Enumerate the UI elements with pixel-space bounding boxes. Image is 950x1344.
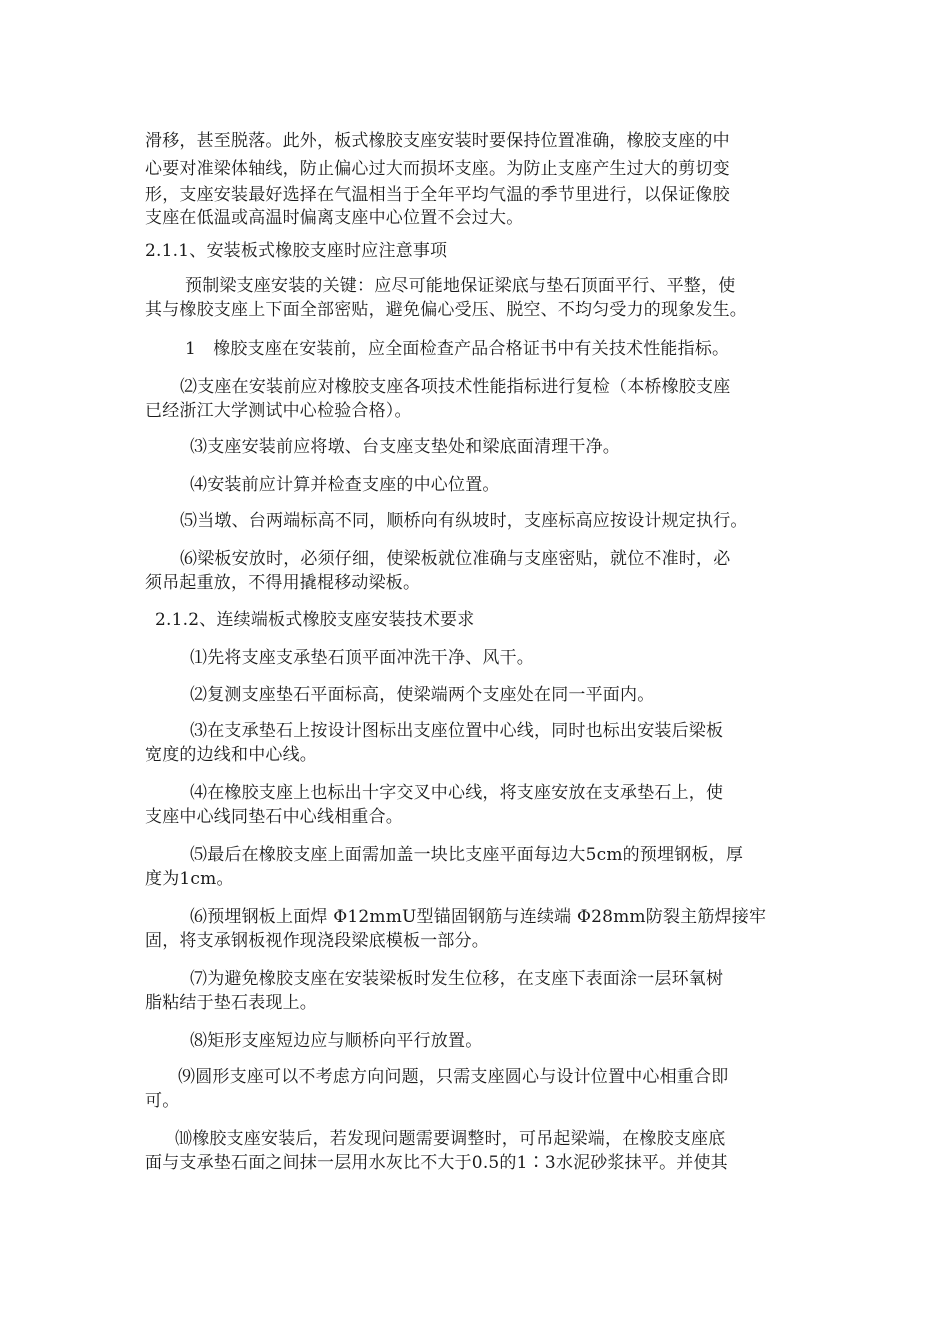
list-item-line: 支座中心线同垫石中心线相重合。 [145, 807, 403, 827]
intro-line: 支座在低温或高温时偏离支座中心位置不会过大。 [145, 208, 524, 228]
intro-line: 心要对准梁体轴线，防止偏心过大而损坏支座。为防止支座产生过大的剪切变 [145, 159, 730, 179]
list-item-line: 宽度的边线和中心线。 [145, 745, 317, 765]
list-item-line: ⑴先将支座支承垫石顶平面冲洗干净、风干。 [190, 648, 534, 668]
list-item-line: 脂粘结于垫石表现上。 [145, 993, 317, 1013]
list-item-line: 固，将支承钢板视作现浇段梁底模板一部分。 [145, 931, 489, 951]
section-heading: 2.1.1、安装板式橡胶支座时应注意事项 [145, 241, 448, 261]
list-item-line: ⑶支座安装前应将墩、台支座支垫处和梁底面清理干净。 [190, 437, 620, 457]
list-item-line: ⑺为避免橡胶支座在安装梁板时发生位移，在支座下表面涂一层环氧树 [190, 969, 724, 989]
list-item-line: ⑹预埋钢板上面焊 Φ12mmU型锚固钢筋与连续端 Φ28mm防裂主筋焊接牢 [190, 907, 767, 927]
list-item-line: ⑸当墩、台两端标高不同，顺桥向有纵坡时，支座标高应按设计规定执行。 [180, 511, 748, 531]
paragraph-line: 预制梁支座安装的关键：应尽可能地保证梁底与垫石顶面平行、平整，使 [185, 276, 736, 296]
list-item-line: ⑻矩形支座短边应与顺桥向平行放置。 [190, 1031, 483, 1051]
list-item-line: ⑵支座在安装前应对橡胶支座各项技术性能指标进行复检（本桥橡胶支座 [180, 377, 731, 397]
list-item-line: ⑷安装前应计算并检查支座的中心位置。 [190, 475, 500, 495]
intro-line: 形，支座安装最好选择在气温相当于全年平均气温的季节里进行，以保证像胶 [145, 185, 730, 205]
list-item-line: 已经浙江大学测试中心检验合格）。 [145, 401, 412, 421]
list-item-line: ⑶在支承垫石上按设计图标出支座位置中心线，同时也标出安装后梁板 [190, 721, 724, 741]
list-item-line: ⑸最后在橡胶支座上面需加盖一块比支座平面每边大5cm的预埋钢板，厚 [190, 845, 744, 865]
list-item-line: ⑽橡胶支座安装后，若发现问题需要调整时，可吊起梁端，在橡胶支座底 [175, 1129, 726, 1149]
list-item-line: 1 橡胶支座在安装前，应全面检查产品合格证书中有关技术性能指标。 [185, 339, 730, 359]
list-item-line: 可。 [145, 1091, 180, 1111]
list-item-line: ⑵复测支座垫石平面标高，使梁端两个支座处在同一平面内。 [190, 685, 655, 705]
list-item-line: ⑷在橡胶支座上也标出十字交叉中心线，将支座安放在支承垫石上，使 [190, 783, 724, 803]
section-heading: 2.1.2、连续端板式橡胶支座安装技术要求 [155, 610, 475, 630]
intro-line: 滑移，甚至脱落。此外，板式橡胶支座安装时要保持位置准确，橡胶支座的中 [145, 131, 730, 151]
list-item-line: ⑹梁板安放时，必须仔细，使梁板就位准确与支座密贴，就位不准时，必 [180, 549, 731, 569]
paragraph-line: 其与橡胶支座上下面全部密贴，避免偏心受压、脱空、不均匀受力的现象发生。 [145, 300, 747, 320]
list-item-line: 面与支承垫石面之间抹一层用水灰比不大于0.5的1∶3水泥砂浆抹平。并使其 [145, 1153, 728, 1173]
list-item-line: 须吊起重放，不得用撬棍移动梁板。 [145, 573, 421, 593]
list-item-line: 度为1cm。 [145, 869, 234, 889]
list-item-line: ⑼圆形支座可以不考虑方向问题，只需支座圆心与设计位置中心相重合即 [178, 1067, 729, 1087]
